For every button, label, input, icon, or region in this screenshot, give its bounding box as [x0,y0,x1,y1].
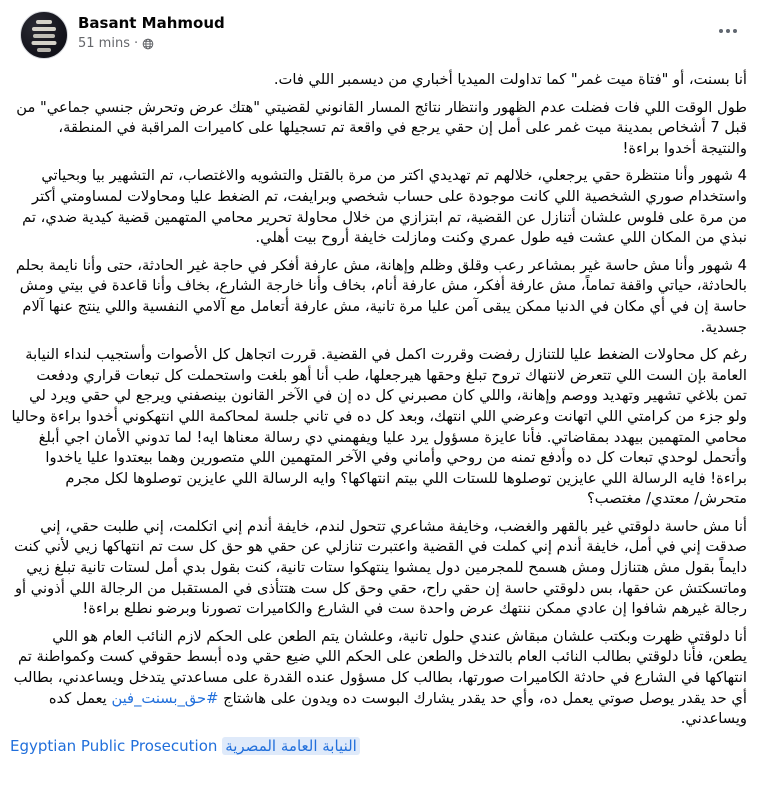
avatar-calligraphy-line [32,27,56,31]
post-body [0,59,757,730]
avatar-calligraphy-line [32,41,57,45]
page-tag-arabic-link[interactable]: النيابة العامة المصرية [222,737,360,755]
post-paragraph: أنا مش حاسة دلوقتي غير بالقهر والغضب، وخايفة مشاعري تتحول لندم، خايفة أندم إني اتكلمت، إني طلبت حقي، إني صدقت إني في أمل، خايفة أندم إني كملت في القضية واعتبرت تنازلي عن حقي هو حق كل ست تم انتهاكها زيي لأني كنت دايماً بقول مش هتنازل ومش هسمح للمجرمين دول يمشوا ينتهكوا ستات تانية، كنت بقول بدي أمل لستات تانية تبلغ زيي وماتسكتش عن حقها، بس دلوقتي حاسة إن حقي راح، حقي وحق كل ست هتتأذى في المستقبل من الرجالة اللي أذوني أو رجالة غيرهم شافوا إن عادي ممكن ننتهك عرض واحدة ست في الشارع والكاميرات تصورنا وبرضو نطلع براءة! [14,517,747,618]
post-meta [78,36,225,52]
post-paragraph-final [10,627,747,730]
post-menu-button[interactable] [715,21,741,41]
final-paragraph-text-before: أنا دلوقتي ظهرت وبكتب علشان مبقاش عندي حلول تانية، وعلشان يتم الطعن على الحكم لازم النائب العام هو اللي يطعن، فأنا دلوقتي بطالب النائب العام بالتدخل والطعن على الحكم اللي ضيع حقي وده أبسط حقوقي كست وكمواطنة تم انتهاكها في الشارع في حادثة الكاميرات صورتها، بطالب كل مسؤول عنده القدرة على مساعدتي يتدخل ويساعدني، بطالب أي حد يقدر يوصل صوتي يعمل ده، وأي حد يقدر يشارك البوست ده ويدون على هاشتاج [13,627,747,707]
post-paragraph: 4 شهور وأنا مش حاسة غير بمشاعر رعب وقلق وظلم وإهانة، مش عارفة أفكر في حاجة غير الحادثة، حتى وأنا نايمة بحلم بالحادثة، حياتي واقفة تماماً، مش عارفة أفكر، مش عارفة أنام، بخاف وأنا خارجة الشارع، بخاف وأنا قاعدة في بيتي ومش حاسة إن في أي مكان في الدنيا ممكن يبقى آمن عليا مرة تانية، مش عارفة أتعامل مع آلامي النفسية واللي ينتج عنها آلام جسدية. [15,256,747,336]
avatar-calligraphy-line [37,48,51,52]
final-paragraph-text-after: يعمل كده ويساعدني. [48,689,747,728]
post-paragraph: أنا بسنت، أو "فتاة ميت غمر" كما تداولت الميديا أخباري من ديسمبر اللي فات. [273,71,747,88]
page-tag-english-link[interactable]: Egyptian Public Prosecution [10,736,218,755]
timestamp[interactable]: 51 mins [78,36,130,51]
globe-icon [142,38,154,50]
post-paragraph: طول الوقت اللي فات فضلت عدم الظهور وانتظار نتائج المسار القانوني لقضيتي "هتك عرض وتحرش جنسي جماعي" من قبل 7 أشخاص بمدينة ميت غمر على أمل إن حقي يرجع في واقعة تم تسجيلها على كاميرات المراقبة في المنطقة، والنتيجة أخدوا براءة! [16,98,747,157]
hashtag-link[interactable]: #حق_بسنت_فين [111,689,219,707]
author-name[interactable]: Basant Mahmoud [78,14,225,32]
avatar-calligraphy-line [33,34,55,38]
ellipsis-icon [733,29,737,33]
post-header [0,0,757,59]
page-tag-line [0,734,757,771]
ellipsis-icon [726,29,730,33]
ellipsis-icon [719,29,723,33]
meta-separator: · [133,36,139,51]
post-paragraph: 4 شهور وأنا منتظرة حقي يرجعلي، خلالهم تم تهديدي اكتر من مرة بالقتل والتشويه والاغتصاب، تم التشهير بيا وبحياتي واستخدام صوري الشخصية اللي كانت موجودة على حساب شخصي وبرايفت، تم الضغط عليا ومحاولات لمساومتي أكتر من مرة على فلوس علشان أتنازل عن القضية، تم ابتزازي من خلال محاولة تحرير محامي المتهمين قضية كيدية ضدي، تم نبذي من المكان اللي عشت فيه طول عمري وكنت ومازلت خايفة أروح بيت أهلي. [22,167,747,247]
avatar-calligraphy-line [36,20,52,24]
header-text [78,11,225,52]
post-paragraph: رغم كل محاولات الضغط عليا للتنازل رفضت وقررت اكمل في القضية. قررت اتجاهل كل الأصوات وأستجيب لنداء النيابة العامة بإن الست اللي تتعرض لانتهاك تروح تبلغ وحقها هيرجعلها، طب أنا أهو بلغت واستحملت كل تبعات قراري ودفعت تمن بلاغي تشهير وتهديد ووصم وإهانة، واللي كان مصبرني كل ده إن في الآخر القانون بينصفني ويرجع لي حقي ويرد لي ولو جزء من كرامتي اللي اتهانت وعرضي اللي انتهك، وبعد كل ده في تاني جلسة لمحاكمة اللي انتهكوني أخدوا براءة وحاليا محامي المتهمين بيهدد بمقاضاتي. فأنا عايزة مسؤول يرد عليا ويفهمني دي رسالة معناها ايه! لما تدوني الأمان اجي أبلغ وأتحمل لوحدي تبعات كل ده وأدفع تمنه من روحي وأماني وفي الآخر المتهمين اللي متصورين وهما بيعتدوا عليا ياخدوا براءة! فايه الرسالة اللي عايزين توصلوها للستات اللي بيتم انتهاكها؟ وايه الرسالة اللي عايزين توصلوها لكل مجرم متحرش/ معتدي/ مغتصب؟ [11,346,747,508]
avatar[interactable] [20,11,68,59]
